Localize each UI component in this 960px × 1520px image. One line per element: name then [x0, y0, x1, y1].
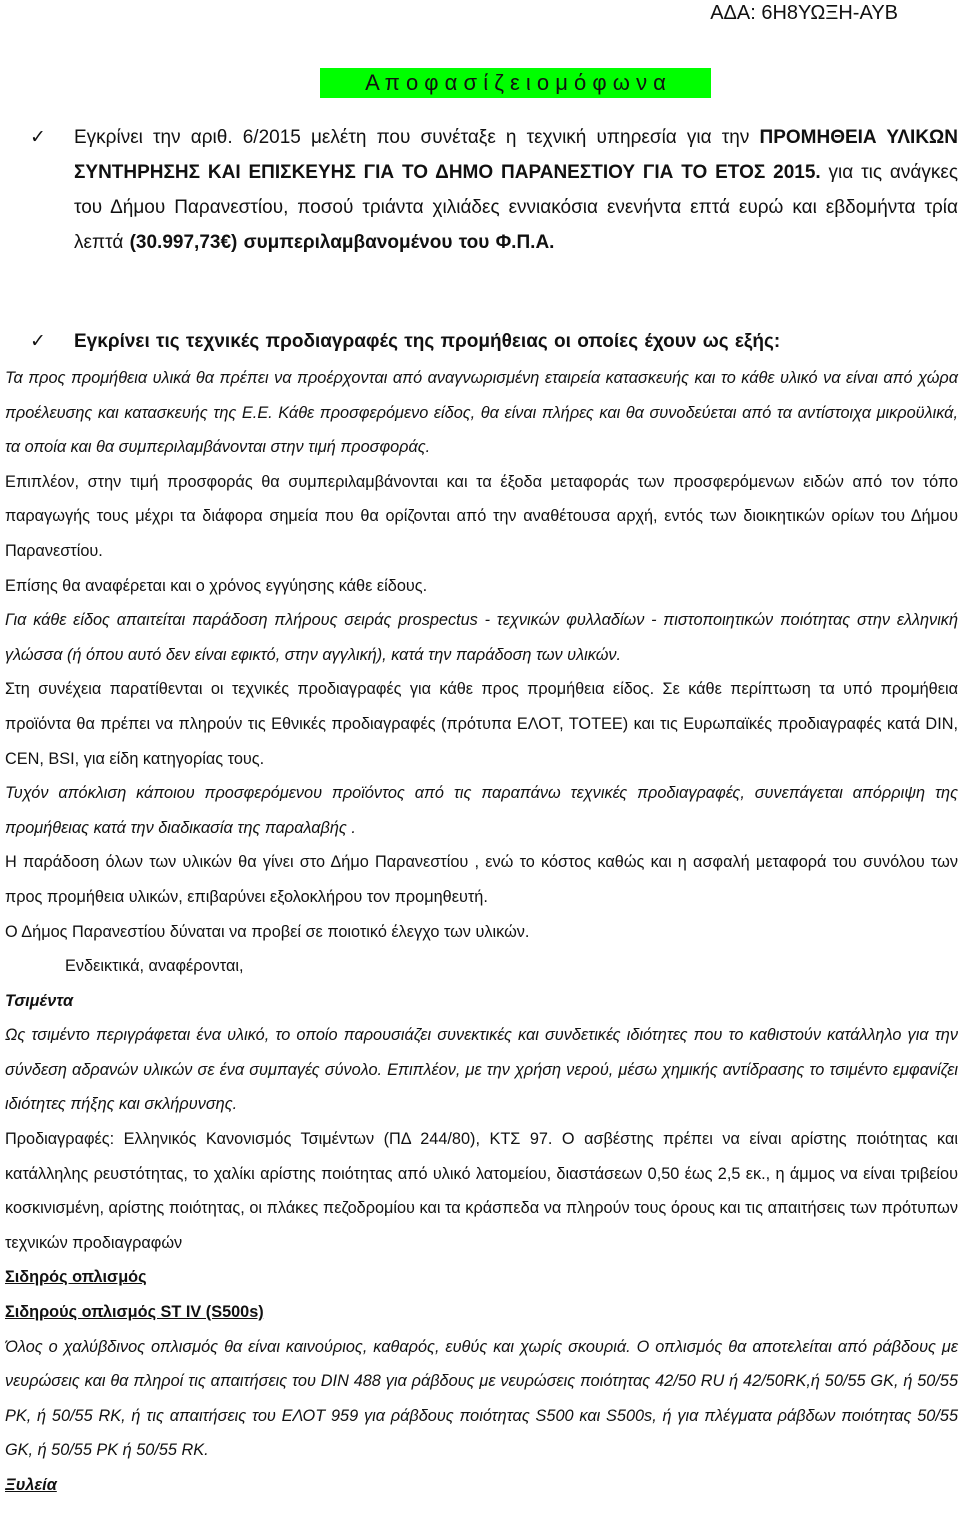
paragraph-standards: Στη συνέχεια παρατίθενται οι τεχνικές προδιαγραφές για κάθε προς προμήθεια είδος. Σε κάθε περίπτωση τα υπό προμήθεια προϊόντα θα πρέπει να πληρούν τις Εθνικές προδιαγραφές (πρότυπα ΕΛΟΤ, ΤΟΤΕΕ) και τις Ευρωπαϊκές προδιαγραφές κατά DIN, CEN, BSI, για είδη κατηγορίας τους. [5, 680, 958, 768]
bullet-text-bold: ΠΡΟΜΗΘΕΙΑ ΥΛΙΚΩΝ ΣΥΝΤΗΡΗΣΗΣ ΚΑΙ ΕΠΙΣΚΕΥΗΣ ΓΙΑ ΤΟ ΔΗΜΟ ΠΑΡΑΝΕΣΤΙΟΥ ΓΙΑ ΤΟ ΕΤΟΣ 2015. [74, 127, 959, 183]
bullet-text-normal: Εγκρίνει την αριθ. 6/2015 μελέτη που συνέταξε η τεχνική υπηρεσία για την [74, 127, 760, 148]
ada-code: ΑΔΑ: 6Η8ΥΩΞΗ-ΑΥΒ [710, 2, 898, 24]
checkmark-icon: ✓ [30, 331, 46, 352]
paragraph-warranty: Επίσης θα αναφέρεται και ο χρόνος εγγύησης κάθε είδους. [5, 576, 428, 595]
paragraph-transport-costs: Επιπλέον, στην τιμή προσφοράς θα συμπεριλαμβάνονται και τα έξοδα μεταφοράς των προσφερόμενων ειδών από τον τόπο παραγωγής τους μέχρι τα διάφορα σημεία που θα ορίζονται από την αναθέτουσα αρχή, εντός των διοικητικών ορίων του Δήμου Παρανεστίου. [5, 472, 958, 560]
bullet-approve-study [30, 120, 958, 330]
bullet-approve-specs [30, 324, 958, 359]
paragraph-indicative: Ενδεικτικά, αναφέρονται, [65, 957, 244, 976]
decision-title-banner: Α π ο φ α σ ί ζ ε ι ο μ ό φ ω ν α [320, 68, 711, 98]
paragraph-steel-description: Όλος ο χαλύβδινος οπλισμός θα είναι καινούριος, καθαρός, ευθύς και χωρίς σκουριά. Ο οπλισμός θα αποτελείται από ράβδους με νευρώσεις και θα πληροί τις απαιτήσεις του DIN 488 για ράβδους με νευρώσεις ποιότητας 42/50 RU ή 42/50RK,ή 50/55 GK, ή 50/55 PK, ή 50/55 RK, ή τις απαιτήσεις του ΕΛΟΤ 959 για ράβδους ποιότητας S500 και S500s, ή για πλέγματα ράβδων ποιότητας 50/55 GK, ή 50/55 PK ή 50/55 RK. [5, 1337, 958, 1460]
bullet-specs-text: Εγκρίνει τις τεχνικές προδιαγραφές της προμήθειας οι οποίες έχουν ως εξής: [74, 331, 781, 352]
paragraph-origin: Τα προς προμήθεια υλικά θα πρέπει να προέρχονται από αναγνωρισμένη εταιρεία κατασκευής και το κάθε υλικό να είναι από χώρα προέλευσης και κατασκευής της Ε.Ε. Κάθε προσφερόμενο είδος, θα είναι πλήρες και θα συνοδεύεται από τα αντίστοιχα μικροϋλικά, τα οποία και θα συμπεριλαμβάνονται στην τιμή προσφοράς. [5, 369, 958, 457]
heading-steel-st-iv: Σιδηρούς οπλισμός ST IV (S500s) [5, 1303, 264, 1322]
specifications-body [5, 361, 958, 1503]
paragraph-cement-specs: Προδιαγραφές: Ελληνικός Κανονισμός Τσιμέντων (ΠΔ 244/80), ΚΤΣ 97. Ο ασβέστης πρέπει να είναι αρίστης ποιότητας και κατάλληλης ρευστότητας, το χαλίκι αρίστης ποιότητας από υλικό λατομείου, διαστάσεων 0,50 έως 2,5 εκ., η άμμος να είναι τριβείου κοσκινισμένη, αρίστης ποιότητας, οι πλάκες πεζοδρομίου και τα κράσπεδα να πληρούν τους όρους και τις απαιτήσεις των πρότυπων τεχνικών προδιαγραφών [5, 1130, 958, 1252]
paragraph-delivery: Η παράδοση όλων των υλικών θα γίνει στο Δήμο Παρανεστίου , ενώ το κόστος καθώς και η ασφαλή μεταφορά του συνόλου των προς προμήθεια υλικών, επιβαρύνει εξολοκλήρου τον προμηθευτή. [5, 853, 958, 906]
paragraph-prospectus: Για κάθε είδος απαιτείται παράδοση πλήρους σειράς prospectus - τεχνικών φυλλαδίων - πιστοποιητικών ποιότητας στην ελληνική γλώσσα (ή όπου αυτό δεν είναι εφικτό, στην αγγλική), κατά την παράδοση των υλικών. [5, 611, 958, 664]
bullet-text-amount: (30.997,73€) συμπεριλαμβανομένου του Φ.Π.Α. [129, 232, 555, 253]
paragraph-quality-control: Ο Δήμος Παρανεστίου δύναται να προβεί σε ποιοτικό έλεγχο των υλικών. [5, 922, 530, 941]
heading-steel-reinforcement: Σιδηρός οπλισμός [5, 1268, 147, 1287]
bullet-text [74, 120, 958, 260]
paragraph-cement-description: Ως τσιμέντο περιγράφεται ένα υλικό, το οποίο παρουσιάζει συνεκτικές και συνδετικές ιδιότητες που το καθιστούν κατάλληλο για την σύνδεση αδρανών υλικών σε ένα συμπαγές σύνολο. Επιπλέον, με την χρήση νερού, μέσω χημικής αντίδρασης το τσιμέντο εμφανίζει ιδιότητες πήξης και σκλήρυνσης. [5, 1026, 958, 1114]
checkmark-icon: ✓ [30, 127, 46, 148]
heading-cement: Τσιμέντα [5, 991, 74, 1010]
heading-timber: Ξυλεία [5, 1476, 57, 1494]
bullet-text-after: για τις ανάγκες του Δήμου Παρανεστίου, ποσού τριάντα χιλιάδες εννιακόσια ενενήντα επτά ευρώ και εβδομήντα τρία λεπτά [74, 162, 958, 253]
paragraph-deviation: Τυχόν απόκλιση κάποιου προσφερόμενου προϊόντος από τις παραπάνω τεχνικές προδιαγραφές, συνεπάγεται απόρριψη της προμήθειας κατά την διαδικασία της παραλαβής . [5, 784, 958, 837]
